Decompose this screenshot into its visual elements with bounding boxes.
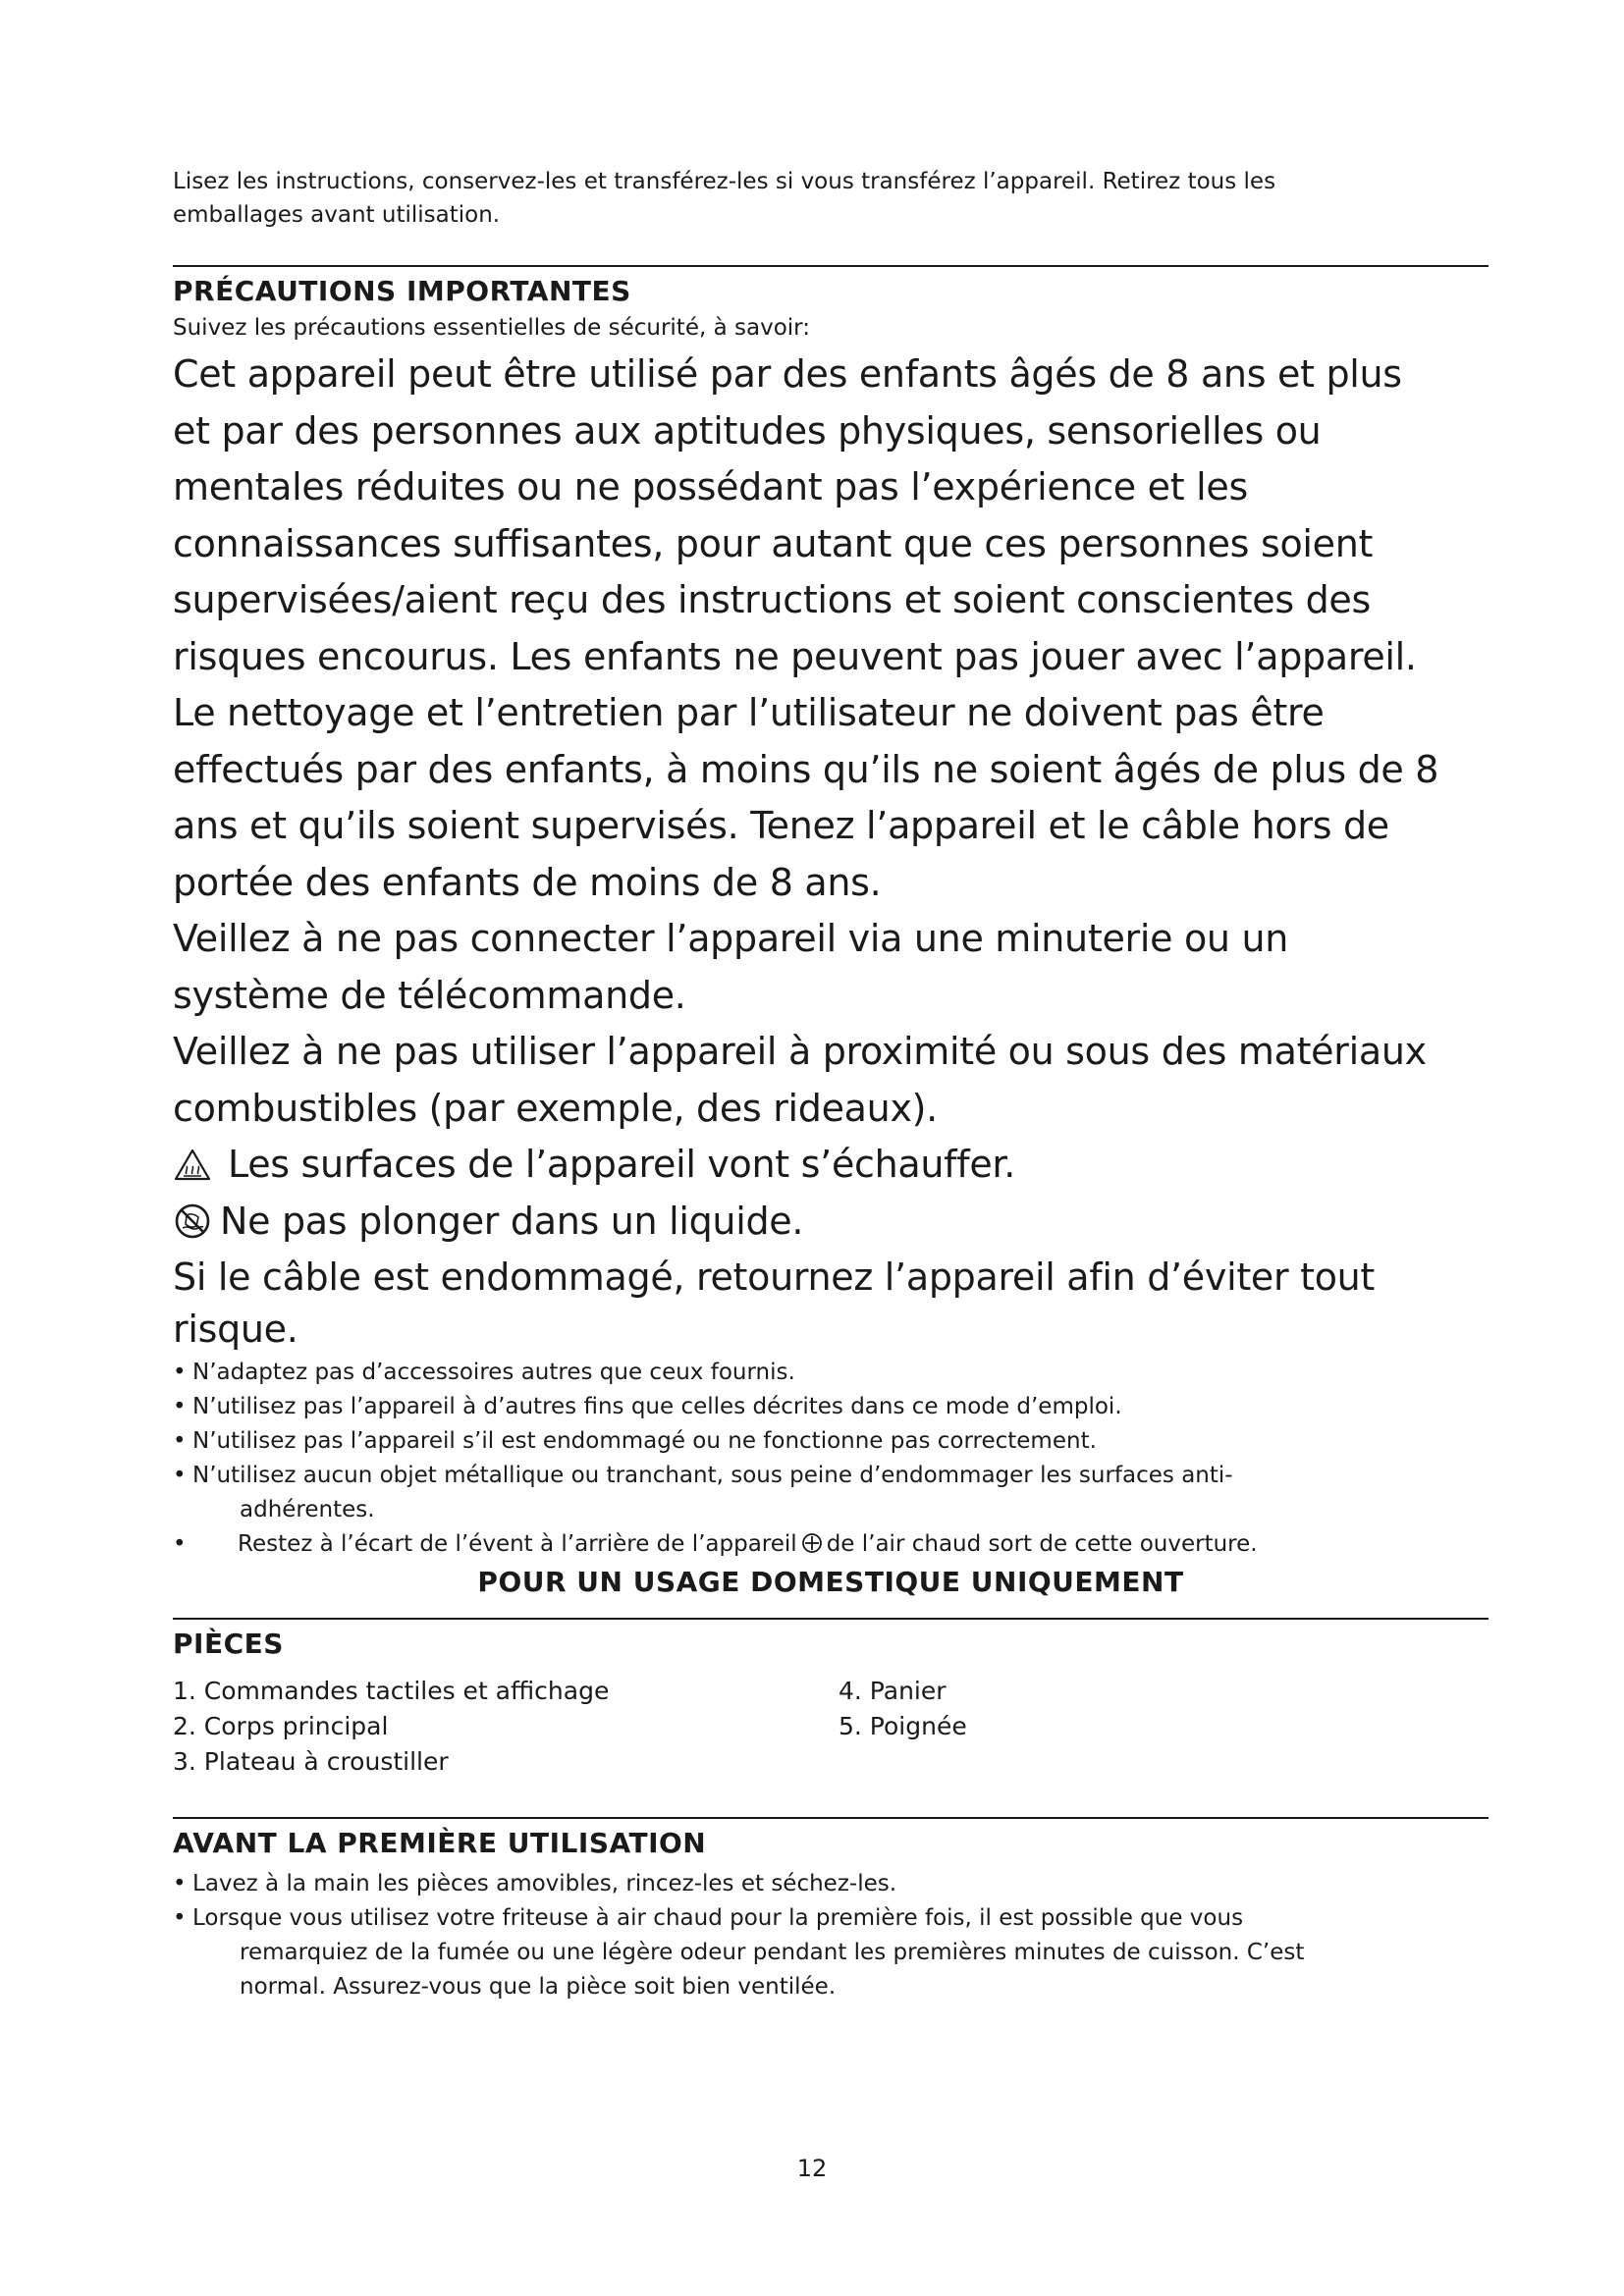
precaution-line: Veillez à ne pas utiliser l’appareil à proximité ou sous des matériaux — [173, 1030, 1427, 1073]
list-item — [173, 1424, 1489, 1459]
hot-surface-warning — [173, 1137, 1489, 1194]
list-item-text: de l’air chaud sort de cette ouverture. — [826, 1530, 1258, 1557]
list-item-text: Restez à l’écart de l’évent à l’arrière de l’appareil — [238, 1530, 797, 1557]
list-item: 3. Plateau à croustiller — [173, 1746, 449, 1776]
section-divider — [173, 1618, 1489, 1620]
precaution-line: effectués par des enfants, à moins qu’ils ne soient âgés de plus de 8 — [173, 747, 1439, 791]
list-item-continuation: normal. Assurez-vous que la pièce soit bien ventilée. — [240, 1973, 837, 2000]
intro-text — [173, 165, 1489, 232]
list-item: 5. Poignée — [839, 1711, 967, 1740]
precautions-subtitle: Suivez les précautions essentielles de sécurité, à savoir: — [173, 315, 810, 341]
parts-heading: PIÈCES — [173, 1627, 284, 1660]
first-use-bullet-list — [173, 1867, 1489, 2004]
circled-plus-icon — [801, 1530, 823, 1552]
list-item — [173, 1901, 1489, 2004]
list-item-text: N’adaptez pas d’accessoires autres que ceux fournis. — [192, 1359, 795, 1385]
list-item — [173, 1390, 1489, 1424]
hot-surface-text: Les surfaces de l’appareil vont s’échauffer. — [228, 1143, 1016, 1186]
list-item — [173, 1867, 1489, 1901]
first-use-heading: AVANT LA PREMIÈRE UTILISATION — [173, 1826, 707, 1859]
precautions-body — [173, 347, 1489, 1352]
list-item-text: N’utilisez aucun objet métallique ou tranchant, sous peine d’endommager les surfaces anti- — [192, 1462, 1233, 1488]
precaution-line: ans et qu’ils soient supervisés. Tenez l’appareil et le câble hors de — [173, 804, 1389, 847]
hot-surface-warning-icon — [173, 1146, 212, 1185]
no-immersion-warning — [173, 1194, 1489, 1251]
precaution-line: combustibles (par exemple, des rideaux). — [173, 1086, 938, 1130]
list-item-continuation: adhérentes. — [240, 1496, 375, 1522]
bullet-icon: • — [173, 1462, 187, 1488]
precaution-line: Le nettoyage et l’entretien par l’utilisateur ne doivent pas être — [173, 691, 1325, 734]
no-immersion-text: Ne pas plonger dans un liquide. — [220, 1199, 804, 1243]
bullet-icon: • — [173, 1530, 187, 1557]
section-divider — [173, 265, 1489, 267]
precaution-line: Veillez à ne pas connecter l’appareil via une minuterie ou un — [173, 917, 1289, 960]
no-immersion-icon — [173, 1201, 212, 1241]
parts-column-1 — [173, 1674, 839, 1780]
list-item — [173, 1459, 1489, 1527]
list-item-text: N’utilisez pas l’appareil s’il est endommagé ou ne fonctionne pas correctement. — [192, 1427, 1097, 1454]
precaution-line: et par des personnes aux aptitudes physiques, sensorielles ou — [173, 408, 1322, 453]
manual-page — [173, 165, 1489, 2004]
intro-line-2: emballages avant utilisation. — [173, 202, 501, 228]
list-item: 1. Commandes tactiles et affichage — [173, 1676, 610, 1705]
bullet-icon: • — [173, 1904, 187, 1931]
precautions-heading: PRÉCAUTIONS IMPORTANTES — [173, 275, 631, 307]
precaution-line: risques encourus. Les enfants ne peuvent pas jouer avec l’appareil. — [173, 634, 1417, 678]
precaution-line: mentales réduites ou ne possédant pas l’expérience et les — [173, 465, 1248, 508]
list-item — [173, 1356, 1489, 1390]
precaution-line: Cet appareil peut être utilisé par des enfants âgés de 8 ans et plus — [173, 352, 1402, 396]
list-item: 4. Panier — [839, 1676, 947, 1705]
precaution-line: supervisées/aient reçu des instructions et soient conscientes des — [173, 578, 1371, 621]
precautions-bullet-list — [173, 1356, 1489, 1562]
cable-warning-line: Si le câble est endommagé, retournez l’appareil afin d’éviter tout — [173, 1255, 1376, 1299]
bullet-icon: • — [173, 1870, 187, 1896]
intro-line-1: Lisez les instructions, conservez-les et transférez-les si vous transférez l’appareil. Retirez tous les — [173, 169, 1276, 194]
list-item: 2. Corps principal — [173, 1711, 389, 1740]
precaution-line: connaissances suffisantes, pour autant que ces personnes soient — [173, 521, 1374, 565]
bullet-icon: • — [173, 1393, 187, 1419]
precaution-line: système de télécommande. — [173, 973, 686, 1017]
list-item-continuation: remarquiez de la fumée ou une légère odeur pendant les premières minutes de cuisson. C’est — [240, 1939, 1305, 1965]
cable-warning-line: risque. — [173, 1307, 298, 1351]
section-divider — [173, 1817, 1489, 1819]
domestic-use-notice: POUR UN USAGE DOMESTIQUE UNIQUEMENT — [477, 1565, 1184, 1598]
parts-column-2 — [839, 1674, 967, 1780]
parts-list — [173, 1674, 1489, 1780]
list-item — [173, 1527, 1489, 1562]
page-number: 12 — [796, 2155, 828, 2182]
list-item-text: Lavez à la main les pièces amovibles, rincez-les et séchez-les. — [192, 1870, 897, 1896]
precaution-line: portée des enfants de moins de 8 ans. — [173, 860, 882, 904]
list-item-text: N’utilisez pas l’appareil à d’autres fins que celles décrites dans ce mode d’emploi. — [192, 1393, 1122, 1419]
list-item-text: Lorsque vous utilisez votre friteuse à air chaud pour la première fois, il est possible que vous — [192, 1904, 1244, 1931]
bullet-icon: • — [173, 1427, 187, 1454]
bullet-icon: • — [173, 1359, 187, 1385]
